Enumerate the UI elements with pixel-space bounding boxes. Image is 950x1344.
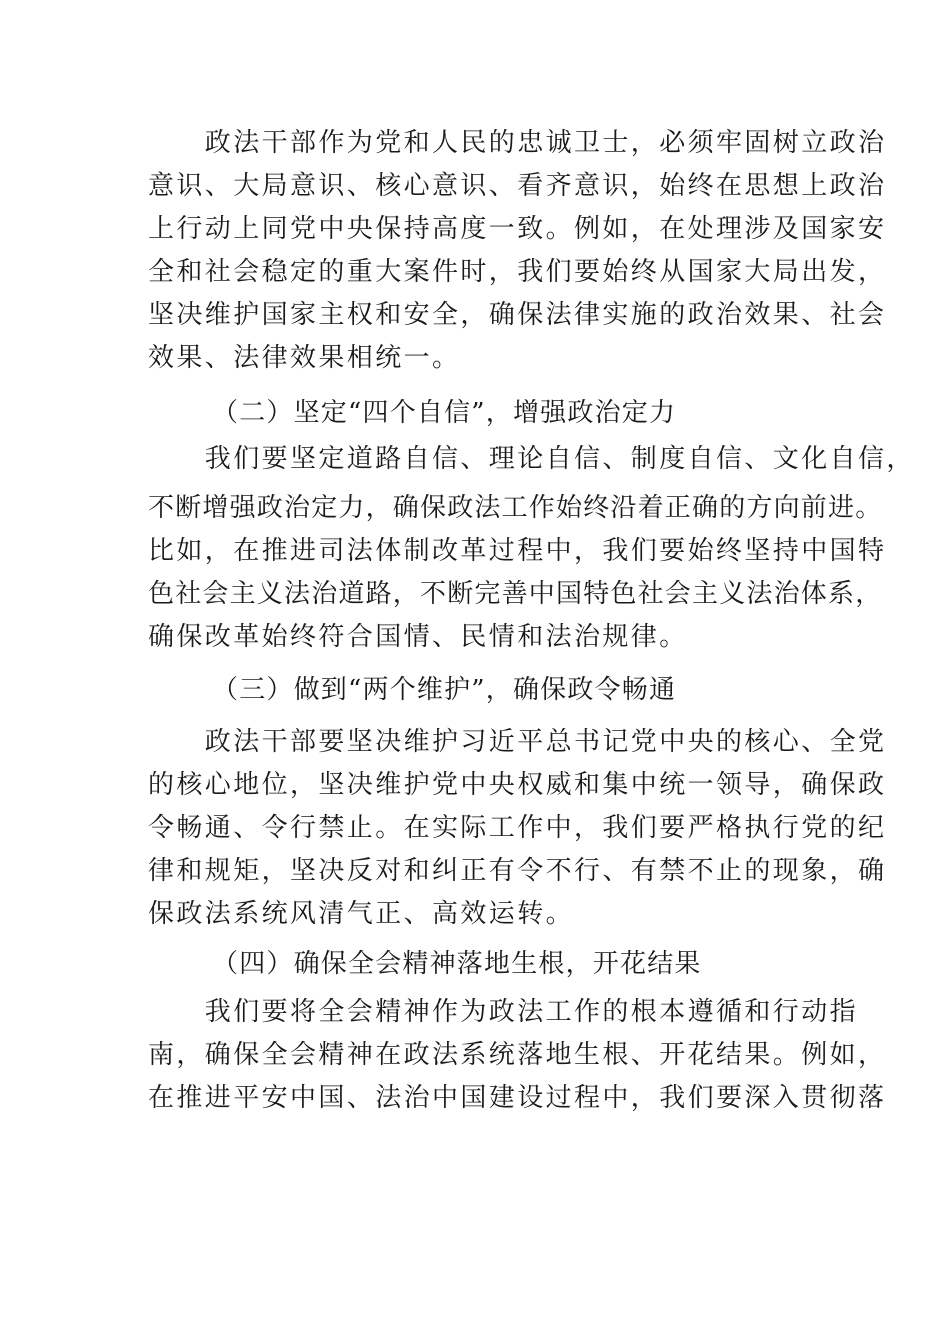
paragraph-1-line-5: 坚决维护国家主权和安全，确保法律实施的政治效果、社会 — [148, 300, 887, 330]
paragraph-2-line-1: 我们要坚定道路自信、理论自信、制度自信、文化自信， — [148, 444, 915, 474]
paragraph-3-line-1: 政法干部要坚决维护习近平总书记党中央的核心、全党 — [148, 727, 887, 757]
paragraph-2-line-4: 色社会主义法治道路，不断完善中国特色社会主义法治体系， — [148, 579, 883, 609]
paragraph-4-line-2: 南，确保全会精神在政法系统落地生根、开花结果。例如， — [148, 1040, 887, 1070]
paragraph-3-line-3: 令畅通、令行禁止。在实际工作中，我们要严格执行党的纪 — [148, 813, 887, 843]
paragraph-2-line-5: 确保改革始终符合国情、民情和法治规律。 — [148, 622, 688, 652]
paragraph-3-line-2: 的核心地位，坚决维护党中央权威和集中统一领导，确保政 — [148, 770, 887, 800]
section-heading-2: （二）坚定“四个自信”，增强政治定力 — [212, 398, 677, 428]
paragraph-2-line-2: 不断增强政治定力，确保政法工作始终沿着正确的方向前进。 — [148, 493, 883, 523]
paragraph-4-line-3: 在推进平安中国、法治中国建设过程中，我们要深入贯彻落 — [148, 1083, 887, 1113]
paragraph-1-line-4: 全和社会稳定的重大案件时，我们要始终从国家大局出发， — [148, 257, 887, 287]
paragraph-3-line-5: 保政法系统风清气正、高效运转。 — [148, 899, 575, 929]
section-heading-3: （三）做到“两个维护”，确保政令畅通 — [212, 675, 677, 705]
section-heading-4: （四）确保全会精神落地生根，开花结果 — [212, 949, 702, 979]
paragraph-1-line-6: 效果、法律效果相统一。 — [148, 343, 461, 373]
paragraph-2-line-3: 比如，在推进司法体制改革过程中，我们要始终坚持中国特 — [148, 536, 887, 566]
paragraph-1-line-1: 政法干部作为党和人民的忠诚卫士，必须牢固树立政治 — [148, 128, 887, 158]
paragraph-4-line-1: 我们要将全会精神作为政法工作的根本遵循和行动指 — [148, 997, 859, 1027]
paragraph-3-line-4: 律和规矩，坚决反对和纠正有令不行、有禁不止的现象，确 — [148, 856, 887, 886]
paragraph-1-line-2: 意识、大局意识、核心意识、看齐意识，始终在思想上政治 — [148, 171, 887, 201]
paragraph-1-line-3: 上行动上同党中央保持高度一致。例如，在处理涉及国家安 — [148, 214, 887, 244]
